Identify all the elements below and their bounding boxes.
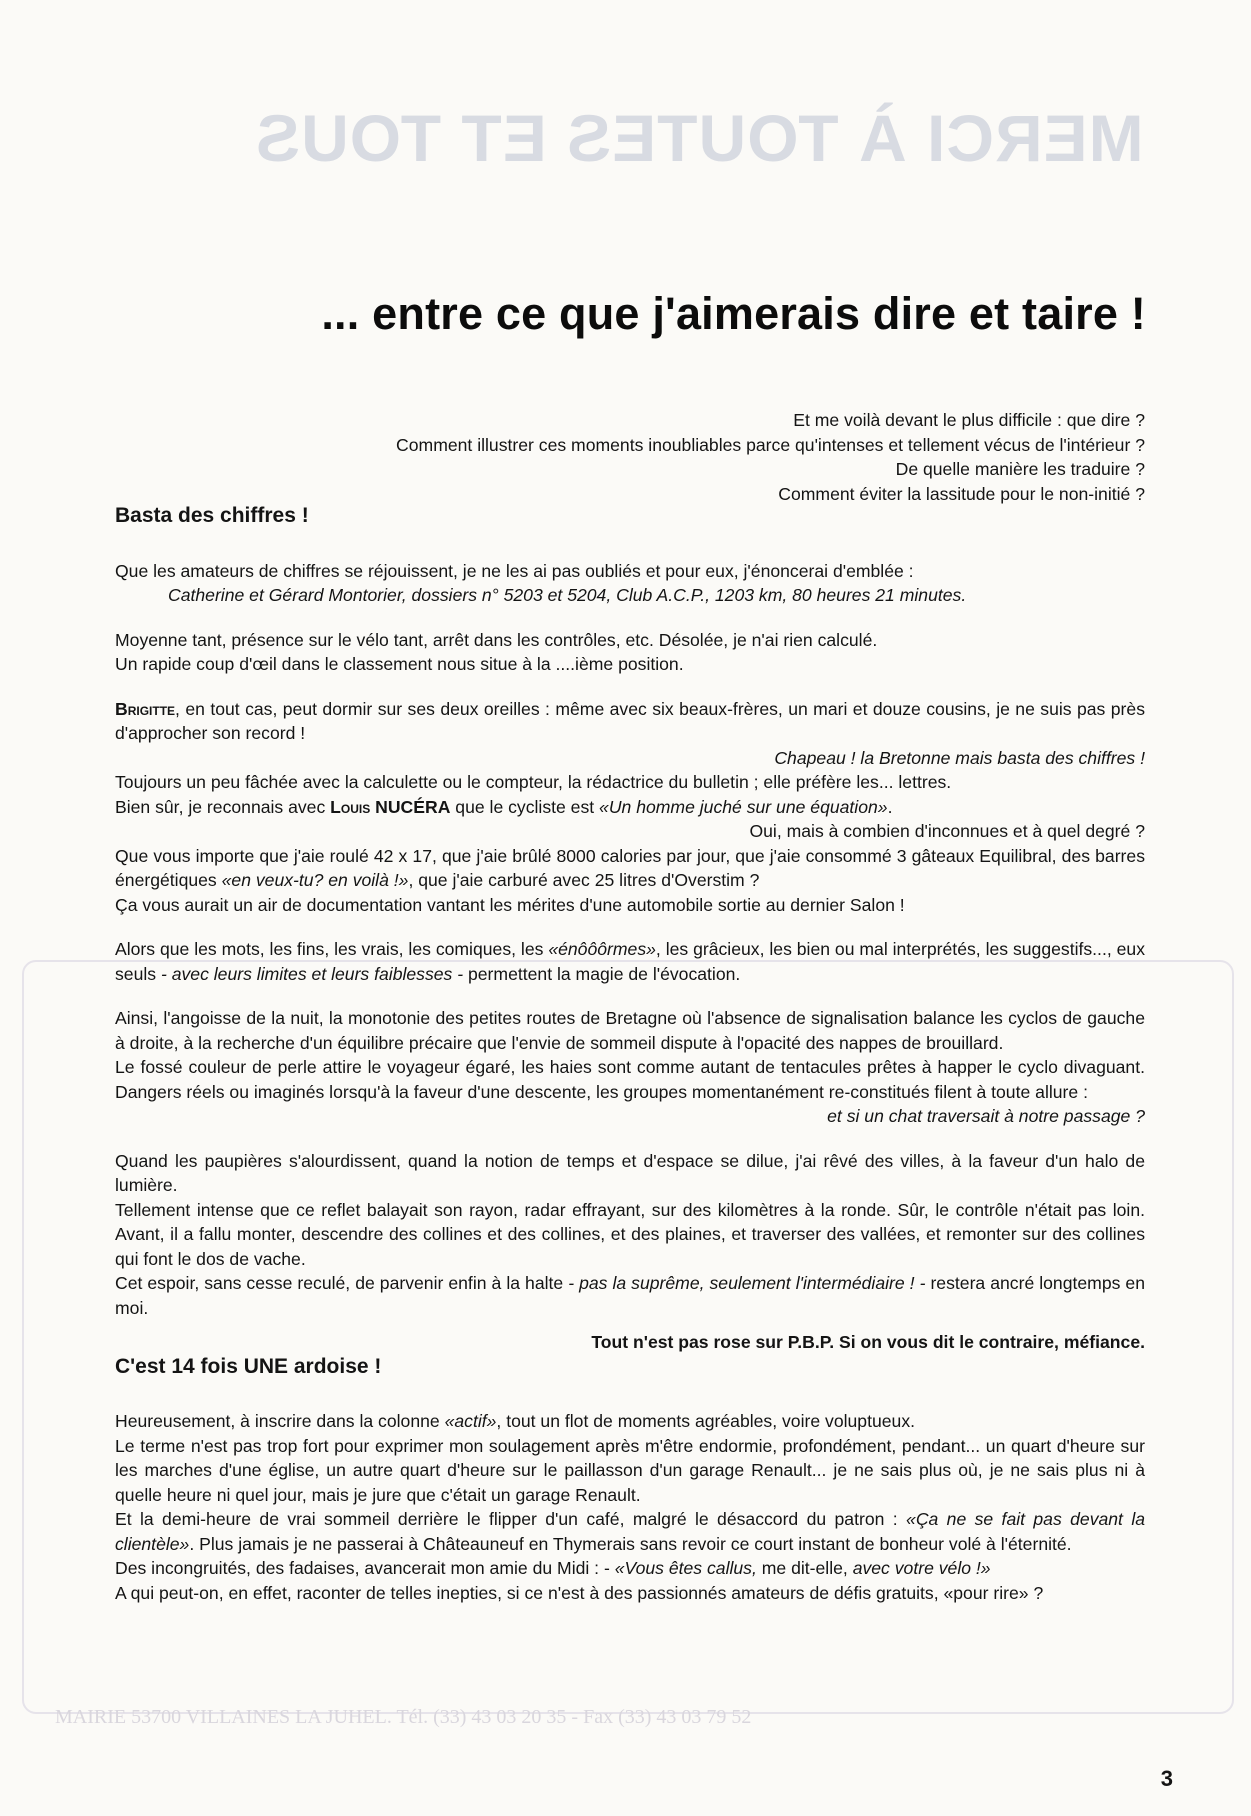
- text-run: , tout un flot de moments agréables, voire voluptueux.: [496, 1411, 916, 1431]
- paragraph: [115, 1409, 1145, 1434]
- quote: «Ça ne se fait pas devant la clientèle»: [115, 1509, 1146, 1554]
- text-run: Que vous importe que j'aie roulé 42 x 17, que j'aie brûlé 8000 calories par jour, que j'aie consommé 3 gâteaux Equilibral, des barres énergétiques: [115, 845, 1145, 890]
- paragraph: [115, 795, 1145, 820]
- text-run: Heureusement, à inscrire dans la colonne: [115, 1411, 445, 1431]
- text-run: Cet espoir, sans cesse reculé, de parvenir enfin à la halte: [115, 1273, 569, 1293]
- text-run: , en tout cas, peut dormir sur ses deux oreilles : même avec six beaux-frères, un mari et douze cousins, je ne suis pas près d'approcher son record !: [115, 698, 1145, 743]
- section-heading-basta: Basta des chiffres !: [115, 504, 309, 527]
- paragraph: Le fossé couleur de perle attire le voyageur égaré, les haies sont comme autant de tentacules prêtes à happer le cyclo divaguant. Dangers réels ou imaginés lorsqu'à la faveur d'une descente, les groupes momentanément re-constitués filent à toute allure :: [115, 1057, 1145, 1102]
- text-run: que le cycliste est: [450, 796, 600, 817]
- paragraph: Tellement intense que ce reflet balayait son rayon, radar effrayant, sur des kilomètres à la ronde. Sûr, le contrôle n'était pas loin. Avant, il a fallu monter, descendre des collines et des collines, et des plaines, et traverser des vallées, et remonter sur des collines qui font le dos de vache.: [115, 1199, 1145, 1269]
- text-run: , que j'aie carburé avec 25 litres d'Overstim ?: [408, 870, 760, 890]
- paragraph-italic: Catherine et Gérard Montorier, dossiers n° 5203 et 5204, Club A.C.P., 1203 km, 80 heures 21 minutes.: [168, 585, 967, 605]
- text-run: Alors que les mots, les fins, les vrais, les comiques, les: [115, 939, 549, 959]
- show-through-title: MERCI À TOUTES ET TOUS: [255, 101, 1144, 175]
- quote: «énôôôrmes»: [548, 939, 656, 959]
- paragraph: [115, 1271, 1145, 1320]
- paragraph: Un rapide coup d'œil dans le classement nous situe à la ....ième position.: [115, 654, 684, 674]
- text-run: , les grâcieux, les bien ou mal interprétés, les suggestifs..., eux seuls: [115, 939, 1145, 984]
- paragraph: [115, 1507, 1145, 1556]
- text-run: Et la demi-heure de vrai sommeil derrière le flipper d'un café, malgré le désaccord du patron :: [115, 1509, 907, 1529]
- paragraph: Que les amateurs de chiffres se réjouissent, je ne les ai pas oubliés et pour eux, j'énoncerai d'emblée :: [115, 560, 914, 581]
- aside: - pas la suprême, seulement l'intermédiaire ! -: [568, 1273, 926, 1293]
- paragraph-right: Chapeau ! la Bretonne mais basta des chiffres !: [774, 747, 1145, 768]
- intro-line: Comment illustrer ces moments inoubliables parce qu'intenses et tellement vécus de l'intérieur ?: [396, 434, 1145, 455]
- intro-block: [115, 408, 1145, 506]
- paragraph: Ainsi, l'angoisse de la nuit, la monotonie des petites routes de Bretagne où l'absence de signalisation balance les cyclos de gauche à droite, à la recherche d'un équilibre précaire que l'envie de sommeil dispute à l'opacité des nappes de brouillard.: [115, 1008, 1145, 1053]
- quote: «Vous êtes callus,: [614, 1558, 757, 1578]
- name-brigitte: Brigitte: [115, 698, 176, 719]
- paragraph: Quand les paupières s'alourdissent, quand la notion de temps et d'espace se dilue, j'ai rêvé des villes, à la faveur d'un halo de lumière.: [115, 1150, 1145, 1195]
- paragraph: Toujours un peu fâchée avec la calculette ou le compteur, la rédactrice du bulletin ; elle préfère les... lettres.: [115, 772, 952, 792]
- paragraph: [115, 1556, 1145, 1581]
- intro-line: Et me voilà devant le plus difficile : que dire ?: [793, 410, 1145, 430]
- intro-line: Comment éviter la lassitude pour le non-initié ?: [778, 483, 1145, 504]
- paragraph-right: et si un chat traversait à notre passage ?: [827, 1106, 1145, 1126]
- text-run: .: [887, 796, 893, 817]
- quote: «Un homme juché sur une équation»: [599, 796, 888, 817]
- paragraph-right-bold: Tout n'est pas rose sur P.B.P. Si on vous dit le contraire, méfiance.: [591, 1332, 1145, 1352]
- paragraph: Ça vous aurait un air de documentation vantant les mérites d'une automobile sortie au dernier Salon !: [115, 894, 905, 915]
- paragraph: Moyenne tant, présence sur le vélo tant, arrêt dans les contrôles, etc. Désolée, je n'ai rien calculé.: [115, 629, 878, 650]
- text-run: permettent la magie de l'évocation.: [467, 963, 741, 984]
- quote: «en veux-tu? en voilà !»: [221, 870, 409, 890]
- name-nucera: NUCÉRA: [370, 796, 451, 817]
- paragraph: [115, 697, 1145, 746]
- text-run: me dit-elle,: [756, 1558, 853, 1578]
- aside: - avec leurs limites et leurs faiblesses -: [160, 963, 468, 984]
- text-run: . Plus jamais je ne passerai à Châteauneuf en Thymerais sans revoir ce court instant de bonheur volé à l'éternité.: [189, 1533, 1072, 1554]
- text-run: restera ancré longtemps en moi.: [115, 1273, 1145, 1318]
- paragraph: A qui peut-on, en effet, raconter de telles inepties, si ce n'est à des passionnés amateurs de défis gratuits, «pour rire» ?: [115, 1582, 1044, 1603]
- quote: avec votre vélo !»: [852, 1558, 991, 1578]
- article-body: [115, 408, 1145, 1605]
- article-title: ... entre ce que j'aimerais dire et taire !: [321, 288, 1146, 339]
- paragraph: [115, 937, 1145, 986]
- intro-line: De quelle manière les traduire ?: [895, 459, 1145, 479]
- paragraph: [115, 844, 1145, 893]
- paragraph-right: Oui, mais à combien d'inconnues et à quel degré ?: [749, 821, 1145, 841]
- quote: «actif»: [444, 1411, 497, 1431]
- paragraph: Le terme n'est pas trop fort pour exprimer mon soulagement après m'être endormie, profondément, pendant... un quart d'heure sur les marches d'une église, un autre quart d'heure sur le paillasson d'un garage Renault... je ne sais plus où, je ne sais plus ni à quelle heure ni quel jour, mais je jure que c'était un garage Renault.: [115, 1435, 1145, 1505]
- page-number: 3: [1160, 1766, 1173, 1791]
- text-run: Bien sûr, je reconnais avec: [115, 796, 331, 817]
- text-run: Des incongruités, des fadaises, avancerait mon amie du Midi : -: [115, 1558, 615, 1578]
- name-louis: Louis: [330, 796, 371, 817]
- section-heading-ardoise: C'est 14 fois UNE ardoise !: [115, 1354, 382, 1378]
- show-through-footer: MAIRIE 53700 VILLAINES LA JUHEL. Tél. (33) 43 03 20 35 - Fax (33) 43 03 79 52: [55, 1706, 752, 1728]
